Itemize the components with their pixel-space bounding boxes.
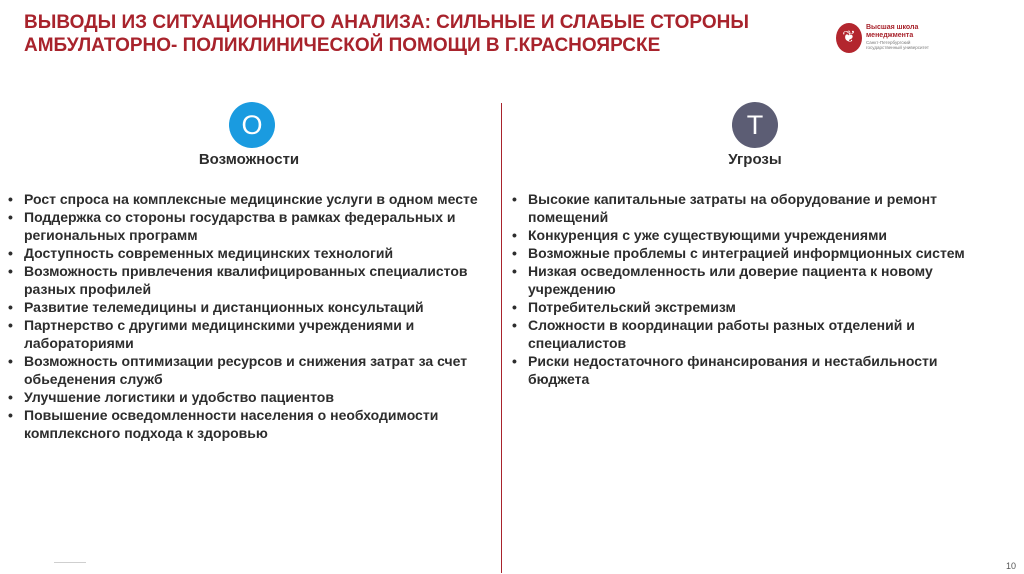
list-item: • Высокие капитальные затраты на оборудование и ремонт помещений xyxy=(512,190,998,226)
list-item: • Возможность оптимизации ресурсов и снижения затрат за счет обьеденения служб xyxy=(8,352,494,388)
list-item: • Рост спроса на комплексные медицинские услуги в одном месте xyxy=(8,190,494,208)
list-item: • Низкая осведомленность или доверие пациента к новому учреждению xyxy=(512,262,998,298)
logo-name-line1: Высшая школа xyxy=(866,24,919,31)
list-item: • Улучшение логистики и удобство пациентов xyxy=(8,388,494,406)
list-item: • Партнерство с другими медицинскими учреждениями и лабораториями xyxy=(8,316,494,352)
logo-sub-line2: государственный университет xyxy=(866,45,929,50)
slide-title-line1: ВЫВОДЫ ИЗ СИТУАЦИОННОГО АНАЛИЗА: СИЛЬНЫЕ И СЛАБЫЕ СТОРОНЫ xyxy=(24,12,749,33)
footer-rule xyxy=(54,562,86,563)
logo-sub-line1: Санкт-Петербургский xyxy=(866,40,911,45)
list-item: • Повышение осведомленности населения о необходимости комплексного подхода к здоровью xyxy=(8,406,494,442)
gsom-logo xyxy=(836,22,986,56)
list-item: • Поддержка со стороны государства в рамках федеральных и региональных программ xyxy=(8,208,494,244)
list-item: • Сложности в координации работы разных отделений и специалистов xyxy=(512,316,998,352)
opportunities-letter-badge: O xyxy=(229,102,275,148)
logo-emblem-icon: ❦ xyxy=(836,23,862,53)
opportunities-list xyxy=(8,190,494,442)
threats-letter-badge: T xyxy=(732,102,778,148)
list-item: • Потребительский экстремизм xyxy=(512,298,998,316)
logo-text xyxy=(866,24,984,50)
list-item: • Возможность привлечения квалифицированных специалистов разных профилей xyxy=(8,262,494,298)
list-item: • Риски недостаточного финансирования и нестабильности бюджета xyxy=(512,352,998,388)
logo-name-line2: менеджмента xyxy=(866,32,914,39)
list-item: • Доступность современных медицинских технологий xyxy=(8,244,494,262)
page-number: 10 xyxy=(1005,561,1016,571)
list-item: • Развитие телемедицины и дистанционных консультаций xyxy=(8,298,494,316)
threats-list xyxy=(512,190,998,388)
opportunities-heading: Возможности xyxy=(198,151,300,168)
column-divider xyxy=(501,103,502,573)
slide-title-line2: АМБУЛАТОРНО- ПОЛИКЛИНИЧЕСКОЙ ПОМОЩИ В Г.КРАСНОЯРСКЕ xyxy=(24,35,661,56)
list-item: • Конкуренция с уже существующими учреждениями xyxy=(512,226,998,244)
slide-title xyxy=(24,11,814,57)
threats-heading: Угрозы xyxy=(728,151,782,168)
list-item: • Возможные проблемы с интеграцией информционных систем xyxy=(512,244,998,262)
